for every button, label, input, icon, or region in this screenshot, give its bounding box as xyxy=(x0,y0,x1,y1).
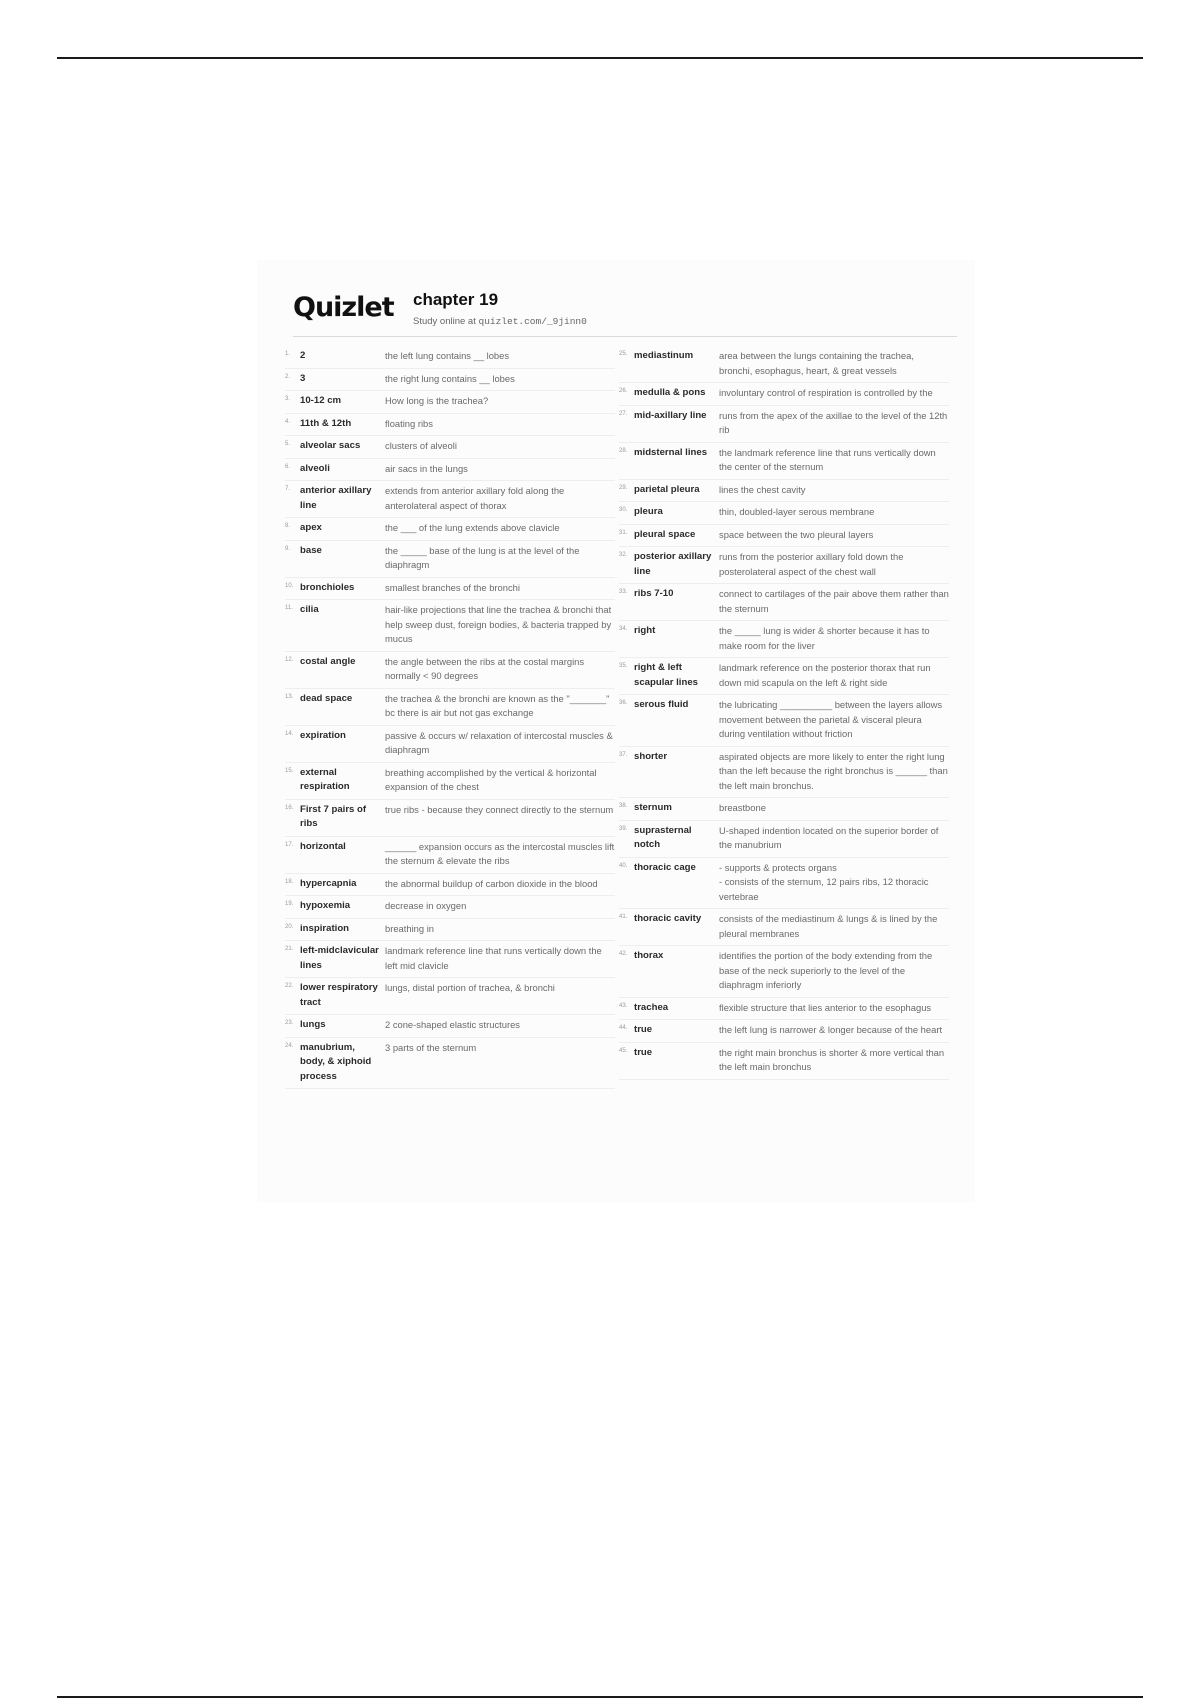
term-word: medulla & pons xyxy=(634,387,706,398)
term-definition: the lubricating __________ between the layers allows movement between the parietal & visceral pleura during ventilation without friction xyxy=(719,699,943,739)
term-number: 11. xyxy=(285,605,293,611)
sheet-header xyxy=(293,290,957,337)
term-definition: the right lung contains __ lobes xyxy=(385,372,515,384)
term-row xyxy=(619,658,949,695)
term-word: 10-12 cm xyxy=(300,395,342,406)
term-row xyxy=(285,414,615,437)
term-definition: the landmark reference line that runs vertically down the center of the sternum xyxy=(719,446,936,472)
term-word: ribs 7-10 xyxy=(634,588,674,599)
term-number: 12. xyxy=(285,656,294,663)
term-number: 5. xyxy=(285,441,291,447)
term-definition: identifies the portion of the body extending from the base of the neck superiorly to the level of the diaphragm inferiorly xyxy=(719,950,933,990)
term-definition: breathing accomplished by the vertical & horizontal expansion of the chest xyxy=(385,766,597,792)
term-row xyxy=(619,946,949,998)
term-definition: decrease in oxygen xyxy=(385,900,467,911)
term-word: right & left scapular lines xyxy=(634,662,698,688)
term-word: parietal pleura xyxy=(634,483,700,495)
term-row xyxy=(619,1043,949,1080)
term-word: thorax xyxy=(634,950,664,961)
term-word: posterior axillary line xyxy=(634,551,712,577)
term-word: true xyxy=(634,1046,653,1058)
term-definition: the _____ base of the lung is at the level of the diaphragm xyxy=(385,544,580,570)
term-row xyxy=(285,481,615,518)
term-number: 33. xyxy=(619,589,628,595)
term-row xyxy=(619,909,949,946)
term-row xyxy=(285,1015,615,1038)
term-word: pleura xyxy=(634,506,663,517)
term-row xyxy=(285,726,615,763)
term-definition: breastbone xyxy=(719,802,766,813)
term-definition: area between the lungs containing the trachea, bronchi, esophagus, heart, & great vessels xyxy=(719,350,914,376)
term-number: 32. xyxy=(619,552,628,558)
term-word: right xyxy=(634,625,656,636)
term-definition: thin, doubled-layer serous membrane xyxy=(719,506,875,517)
term-definition: clusters of alveoli xyxy=(385,440,457,451)
term-definition: 2 cone-shaped elastic structures xyxy=(385,1019,520,1030)
term-number: 7. xyxy=(285,486,291,492)
term-word: midsternal lines xyxy=(634,446,708,458)
term-number: 17. xyxy=(285,841,294,848)
term-word: 11th & 12th xyxy=(300,417,352,429)
term-word: anterior axillary line xyxy=(300,485,372,511)
term-number: 45. xyxy=(619,1047,628,1054)
term-word: serous fluid xyxy=(634,699,689,710)
term-definition: the right main bronchus is shorter & more vertical than the left main bronchus xyxy=(719,1046,945,1072)
set-url-link[interactable]: quizlet.com/_9jinn0 xyxy=(478,316,587,327)
term-number: 18. xyxy=(285,878,294,885)
term-row xyxy=(619,584,949,621)
term-number: 34. xyxy=(619,626,628,632)
term-number: 44. xyxy=(619,1025,628,1031)
term-definition: floating ribs xyxy=(385,417,433,429)
term-row xyxy=(619,480,949,503)
term-row xyxy=(619,547,949,584)
term-word: alveoli xyxy=(300,462,330,474)
term-number: 19. xyxy=(285,901,294,907)
page-top-rule xyxy=(57,57,1143,59)
flashcard-sheet xyxy=(257,260,975,1202)
term-word: thoracic cavity xyxy=(634,913,702,924)
term-definition: consists of the mediastinum & lungs & is lined by the pleural membranes xyxy=(719,913,938,939)
term-word: inspiration xyxy=(300,922,350,934)
term-definition: smallest branches of the bronchi xyxy=(385,581,520,593)
term-definition: involuntary control of respiration is controlled by the xyxy=(719,387,933,398)
term-word: hypercapnia xyxy=(300,877,357,889)
term-number: 21. xyxy=(285,946,294,952)
term-definition: ______ expansion occurs as the intercostal muscles lift the sternum & elevate the ribs xyxy=(385,840,615,866)
term-word: 2 xyxy=(300,350,306,361)
term-row xyxy=(619,346,949,383)
term-definition: the _____ lung is wider & shorter because it has to make room for the liver xyxy=(719,625,930,651)
term-definition: 3 parts of the sternum xyxy=(385,1041,477,1053)
term-number: 4. xyxy=(285,418,291,425)
term-row xyxy=(285,978,615,1015)
term-number: 35. xyxy=(619,663,628,669)
term-number: 39. xyxy=(619,825,628,832)
term-word: alveolar sacs xyxy=(300,440,361,451)
term-number: 1. xyxy=(285,351,291,357)
set-subtitle xyxy=(413,316,587,327)
term-definition: the ___ of the lung extends above clavicle xyxy=(385,522,560,533)
term-word: sternum xyxy=(634,802,672,813)
term-number: 24. xyxy=(285,1042,294,1049)
set-title: chapter 19 xyxy=(413,290,499,309)
term-row xyxy=(619,747,949,799)
term-row xyxy=(285,763,615,800)
term-word: external respiration xyxy=(300,766,350,792)
term-definition: passive & occurs w/ relaxation of intercostal muscles & diaphragm xyxy=(385,729,613,755)
term-definition: the left lung contains __ lobes xyxy=(385,350,510,361)
term-definition: air sacs in the lungs xyxy=(385,462,468,474)
term-row xyxy=(619,998,949,1021)
term-word: trachea xyxy=(634,1001,669,1013)
term-number: 9. xyxy=(285,545,291,552)
term-word: pleural space xyxy=(634,528,696,540)
term-row xyxy=(619,821,949,858)
term-row xyxy=(285,919,615,942)
term-row xyxy=(619,383,949,406)
term-word: bronchioles xyxy=(300,581,355,593)
term-row xyxy=(285,436,615,459)
term-definition: lungs, distal portion of trachea, & bronchi xyxy=(385,982,555,993)
term-number: 10. xyxy=(285,582,294,589)
term-word: dead space xyxy=(300,692,353,704)
term-definition: hair-like projections that line the trachea & bronchi that help sweep dust, foreign bodies, & bacteria trapped by mucus xyxy=(385,604,612,644)
term-number: 29. xyxy=(619,484,628,491)
term-word: First 7 pairs of ribs xyxy=(300,803,367,829)
term-row xyxy=(285,941,615,978)
term-definition: U-shaped indention located on the superior border of the manubrium xyxy=(719,824,939,850)
term-row xyxy=(619,695,949,747)
term-definition: the angle between the ribs at the costal margins normally < 90 degrees xyxy=(385,655,585,681)
term-definition: runs from the posterior axillary fold down the posterolateral aspect of the chest wall xyxy=(719,551,904,577)
term-definition: connect to cartilages of the pair above them rather than the sternum xyxy=(719,588,949,614)
term-row xyxy=(285,541,615,578)
subtitle-prefix: Study online at xyxy=(413,316,479,327)
term-definition: true ribs - because they connect directly to the sternum xyxy=(385,803,614,815)
term-definition: flexible structure that lies anterior to the esophagus xyxy=(719,1001,932,1013)
term-number: 38. xyxy=(619,803,628,809)
page-bottom-rule xyxy=(57,1696,1143,1698)
term-number: 43. xyxy=(619,1002,628,1009)
term-number: 2. xyxy=(285,373,291,380)
term-number: 41. xyxy=(619,914,628,920)
term-word: suprasternal notch xyxy=(634,824,692,850)
term-row xyxy=(285,689,615,726)
term-word: 3 xyxy=(300,372,306,384)
term-definition: space between the two pleural layers xyxy=(719,528,874,540)
term-row xyxy=(619,406,949,443)
term-definition: aspirated objects are more likely to enter the right lung than the left because the right bronchus is ______ than the left main bronchus. xyxy=(719,750,948,791)
term-word: lower respiratory tract xyxy=(300,982,378,1008)
term-number: 37. xyxy=(619,751,628,758)
term-number: 25. xyxy=(619,351,628,357)
term-definition: runs from the apex of the axillae to the level of the 12th rib xyxy=(719,409,948,435)
term-definition: extends from anterior axillary fold along the anterolateral aspect of thorax xyxy=(385,485,565,511)
terms-column-right xyxy=(619,346,949,1080)
term-word: shorter xyxy=(634,750,668,762)
term-definition: the abnormal buildup of carbon dioxide in the blood xyxy=(385,877,598,889)
term-word: apex xyxy=(300,522,322,533)
term-word: cilia xyxy=(300,604,319,615)
term-number: 3. xyxy=(285,396,291,402)
term-definition: lines the chest cavity xyxy=(719,483,806,495)
term-definition: breathing in xyxy=(385,922,434,934)
term-row xyxy=(285,800,615,837)
term-number: 36. xyxy=(619,700,628,706)
term-definition: - supports & protects organs - consists of the sternum, 12 pairs ribs, 12 thoracic vertebrae xyxy=(719,861,929,902)
term-row xyxy=(619,443,949,480)
term-row xyxy=(285,600,615,652)
term-row xyxy=(285,652,615,689)
term-row xyxy=(285,1038,615,1090)
term-row xyxy=(619,621,949,658)
term-word: left-midclavicular lines xyxy=(300,945,379,971)
term-word: base xyxy=(300,544,322,556)
term-row xyxy=(285,369,615,392)
term-word: mediastinum xyxy=(634,350,694,361)
term-number: 13. xyxy=(285,693,294,700)
term-number: 22. xyxy=(285,983,294,989)
term-definition: How long is the trachea? xyxy=(385,395,489,406)
term-number: 42. xyxy=(619,951,628,957)
term-word: expiration xyxy=(300,729,346,741)
term-row xyxy=(285,896,615,919)
term-row xyxy=(619,525,949,548)
term-number: 15. xyxy=(285,767,294,774)
term-row xyxy=(619,798,949,821)
term-number: 27. xyxy=(619,410,628,417)
term-definition: the trachea & the bronchi are known as the "_______" bc there is air but not gas exchange xyxy=(385,692,610,718)
term-row xyxy=(619,858,949,910)
term-row xyxy=(285,391,615,414)
term-number: 8. xyxy=(285,523,291,529)
term-row xyxy=(285,518,615,541)
term-row xyxy=(285,578,615,601)
term-number: 28. xyxy=(619,447,628,454)
term-row xyxy=(285,346,615,369)
term-row xyxy=(285,837,615,874)
term-word: lungs xyxy=(300,1019,326,1030)
term-row xyxy=(285,459,615,482)
term-definition: landmark reference line that runs vertically down the left mid clavicle xyxy=(385,945,602,971)
term-word: true xyxy=(634,1024,653,1035)
term-word: horizontal xyxy=(300,840,346,852)
term-word: costal angle xyxy=(300,655,356,667)
term-number: 6. xyxy=(285,463,291,470)
term-number: 20. xyxy=(285,923,294,930)
term-word: thoracic cage xyxy=(634,861,696,873)
term-row xyxy=(619,502,949,525)
term-definition: the left lung is narrower & longer because of the heart xyxy=(719,1024,943,1035)
term-number: 14. xyxy=(285,730,294,737)
term-word: hypoxemia xyxy=(300,900,351,911)
term-number: 16. xyxy=(285,804,294,811)
terms-column-left xyxy=(285,346,615,1089)
term-row xyxy=(285,874,615,897)
term-number: 30. xyxy=(619,507,628,513)
term-word: mid-axillary line xyxy=(634,409,707,421)
term-number: 40. xyxy=(619,862,628,869)
term-number: 26. xyxy=(619,388,628,394)
term-word: manubrium, body, & xiphoid process xyxy=(300,1041,372,1082)
term-row xyxy=(619,1020,949,1043)
term-number: 23. xyxy=(285,1020,294,1026)
quizlet-logo: Quizlet xyxy=(293,292,394,323)
term-number: 31. xyxy=(619,529,628,536)
term-definition: landmark reference on the posterior thorax that run down mid scapula on the left & right side xyxy=(719,662,931,688)
